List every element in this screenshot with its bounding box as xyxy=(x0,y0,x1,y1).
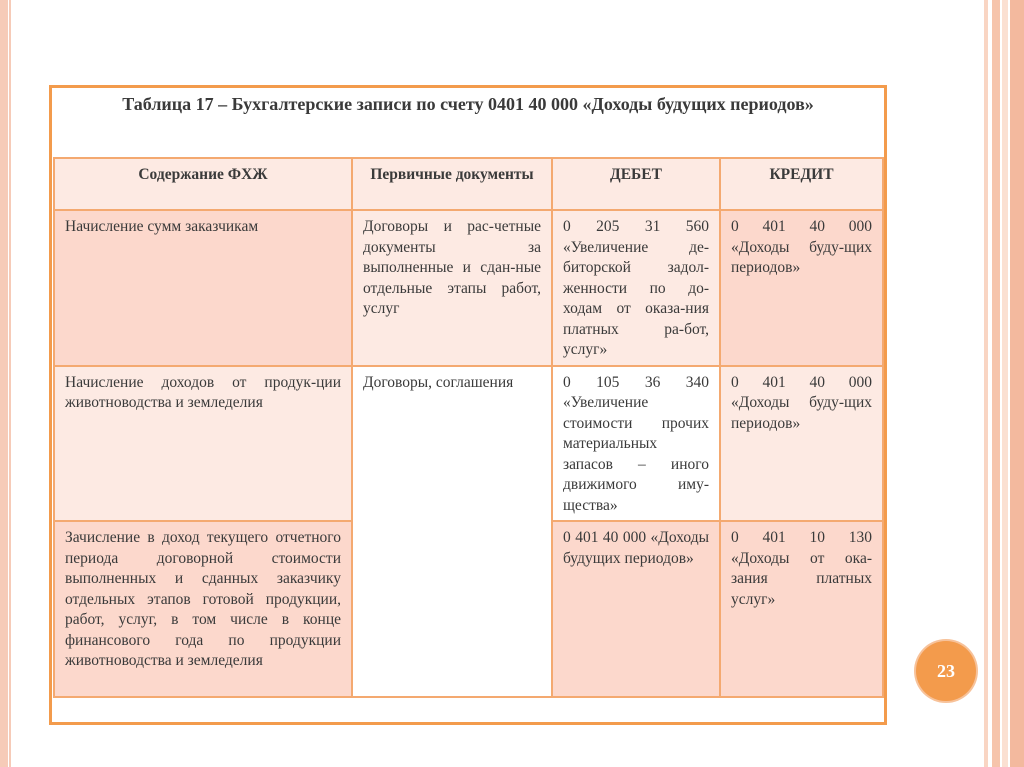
accounting-table xyxy=(53,157,884,698)
cell-debit: 0 401 40 000 «Доходы будущих периодов» xyxy=(552,521,720,697)
header-content: Содержание ФХЖ xyxy=(54,158,352,210)
cell-credit: 0 401 40 000 «Доходы буду-щих периодов» xyxy=(720,210,883,366)
left-decor-bar xyxy=(0,0,8,767)
header-debit: ДЕБЕТ xyxy=(552,158,720,210)
cell-documents: Договоры, соглашения xyxy=(352,366,552,698)
table-row xyxy=(54,366,883,522)
table-header-row xyxy=(54,158,883,210)
header-documents: Первичные документы xyxy=(352,158,552,210)
right-decor-stripe xyxy=(992,0,1000,767)
left-decor-line xyxy=(9,0,11,767)
right-decor-stripe xyxy=(1002,0,1008,767)
cell-debit: 0 105 36 340 «Увеличение стоимости прочих материальных запасов – иного движимого иму-щества» xyxy=(552,366,720,522)
cell-documents: Договоры и рас-четные документы за выполненные и сдан-ные отдельные этапы работ, услуг xyxy=(352,210,552,366)
cell-content: Начисление сумм заказчикам xyxy=(54,210,352,366)
table-title: Таблица 17 – Бухгалтерские записи по счету 0401 40 000 «Доходы будущих периодов» xyxy=(122,94,814,114)
cell-credit: 0 401 40 000 «Доходы буду-щих периодов» xyxy=(720,366,883,522)
cell-debit: 0 205 31 560 «Увеличение де-биторской задол-женности по до-ходам от оказа-ния платных ра-бот, услуг» xyxy=(552,210,720,366)
cell-content: Начисление доходов от продук-ции животноводства и земледелия xyxy=(54,366,352,522)
header-credit: КРЕДИТ xyxy=(720,158,883,210)
page-number-badge: 23 xyxy=(916,641,976,701)
table-row xyxy=(54,210,883,366)
right-decor-stripe xyxy=(984,0,988,767)
cell-credit: 0 401 10 130 «Доходы от ока-зания платных услуг» xyxy=(720,521,883,697)
right-decor-stripe xyxy=(1010,0,1024,767)
cell-content: Зачисление в доход текущего отчетного периода договорной стоимости выполненных и сданных заказчику отдельных этапов готовой продукции, работ, услуг, в том числе в конце финансового года по продукции животноводства и земледелия xyxy=(54,521,352,697)
